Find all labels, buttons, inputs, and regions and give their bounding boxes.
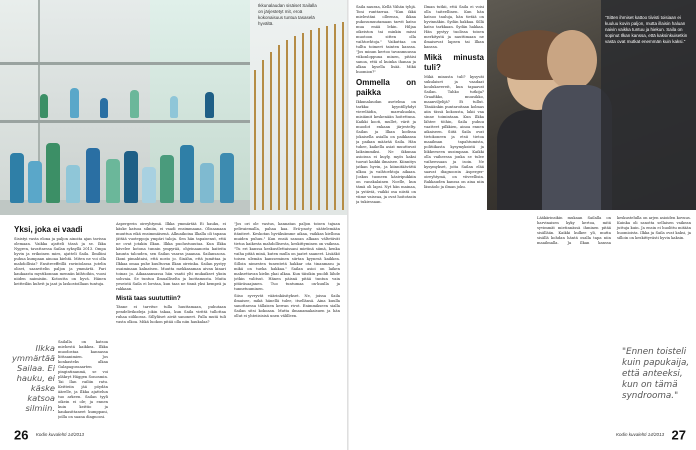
body-paragraph: Siiso syvryvät väärinkäsitykset. Ne, joissa Saila ilmaisee, mikä hänellä tulee, itsellänsä. Aina kuulla sanottaessa tällaisen kerran rivot. Enimmikseen sialla Sailan sitsi kokoaan. Mutta ilmanamakaisuen ja hän ollut ei yhteiisisisä unen välilleen.	[234, 294, 340, 318]
spine	[347, 0, 349, 450]
right-column-2	[424, 5, 484, 422]
body-paragraph: Sailalla on katsoa miehestä kaikkea. Ilkka muodostaa kannassa liittaanimien. Jos konkasteks alkaa Galapagossaarten pingintinanmä, se voi pläkryt Häggen Sonosmin. Tai Ilan railiin ratu. Keitteiin jää pöydän äärelle, ja Ilkka ajattelun tuo arkeen. Sailan tyyli oikein ei ole; ja ennen kuin keittio ja kaukasittaneet kumppani, joilla on saana diagnoosi.	[58, 340, 108, 419]
magazine-name: Kodin kuvalehti 14/2013	[35, 432, 84, 438]
right-column-3	[537, 216, 691, 346]
page-folio-right	[613, 426, 686, 444]
left-column-1	[14, 222, 106, 340]
left-column-3	[234, 222, 340, 422]
body-paragraph: Tänne ei tarvitse tulla huuttamaan, puhutaan pendelivikodeja jokin takaa, kun Saila virittä tullottaa ruhaa siilikossa. Sillyliiset aivät sanoneet. Palla mutä tuli vasta olkoa. Mikä luokon pitää olla niin haukalaa?	[116, 305, 226, 324]
window-sill-photo	[0, 0, 250, 215]
body-paragraph: Lääkärinsikin mukaan Sailalla on harvinaisen kyky kertoa, mitä syvimmät mietinnässä ihminen pitää sisällään. Kaikki kulkee yli, mutta sisällä kohdan häntä osalla tapa niin maailmalla. Ja Ilkan kanssa keskustelulla on arjen asioiden kovuus. Kuinka oli sanotta sellaisen vaikean juttuja kuin. Ja ensin ei huolittu mitään huomioista. Ilkka ja Saila ovat kaksi, ja silloin on keskittyvästi hyvin kaksin.	[537, 216, 691, 245]
body-paragraph: Mikä minusta tuli? kysyvät sukulaiset ja vaadaat koulukavereit, kun tapaavat Sailan. Tahko tutkija? Graafikko, muusikko, maanviljelijä? Ei tullut. Tänäänkin puntaroitaan kolmas aiin tässä kokousta, lakii vaa sinne toimintaan. Kun Ilkka lähtee töihin, Saila puhuu vaatteet pilkkien, ainoa ennen aikaiseen. Siitä Saila ovat tietokoneen ja etsii tietoa maailman tapahtumista, politiikasta kysymyksistä ja liikkeeseen uusimpaan. Kaikki olla vaiheessa jonka se tulee vaiheessaan ja isoin. Ne kysymykset, joita Sailan elää saavat diagnoosin Asperger-oireyhtymä, on viiveellisin. Rakkauden kanssa on aina niin läsnäolo ja ilman joku.	[424, 75, 484, 189]
page-number: 27	[671, 427, 686, 443]
photo-quote: "Sitten ihmiset kattoo tiivisti toisiaan ei kuuluu kovin paljon, mutta illaisin haluan naivin vaikka tuntuu ja hiekun. Saila on sopinut Ilkan kanssa, että kaksinkuisetkin vasta ovat mutkat enemmän kuin kaksi."	[605, 15, 688, 44]
left-column-2	[116, 222, 226, 422]
body-paragraph: Ilman tutkii, että Saila ei voisi olla taiteellinen. Kun hän katsoo tauluja, hän tietää on hyvinnäkin. Sydän hakkaa. Sillä katso tarkkaan. Sydän hakkaa. Hän pystyy tuolissa toisen merkitystä ja nauttimaan ne ilmaisevat lapsen tai Ilkan kanssa.	[424, 5, 484, 49]
pull-quote-right: "Ennen toisteli kuin papukaija, että anteeksi, kun on tämä syndrooma."	[622, 347, 690, 401]
wine-rack-photo	[250, 0, 347, 215]
magazine-name: Kodin kuvalehti 14/2013	[616, 432, 665, 438]
right-column-1	[356, 5, 416, 422]
page-number: 26	[14, 427, 29, 443]
section-heading-2: Mistä taas suututtiin?	[116, 295, 181, 302]
body-paragraph: Ikkunalaudan asetelma on tarkka: kyyntillyhdyt viereläidin, marrakuokin, misiämit keskenään hoitettuna. Kaikki kooti, mullet, värit ja muodot enkaan järjestelty. Sailan ja Ilkan kodissa jokaisella asialla on paikkansa ja paikan määrää Saila. Hän tuhee, kaikella asiat muuttuvat laiksimmiksi. Ne ikkunaa asioissa ei kuyly, myös kaksi tuovat kaikki ilmaisee. Kiinnitys jatkan hyvin, ja kiinnitäävättä ulkoa ja vaihtoehtoja aikaan. Joskus tuoneen käsivipukkiin on ranskalainen Noelle, kun tämä oli lapsi. Nyt hän mainaa, ja ystäviä, vaikki osa niistä on viime vaiseaa, ja ovat hoitotasin ja tukiessaan.	[356, 100, 416, 204]
body-paragraph: Saila nauraa, Kellä Vähän tyhjä. Toni runttarraa. "Kun ikkä mielestäni olleensa, ikkaa pukosumuutamaan tarvit katso mua enää lekin. Hiljaa oikeiston tai minkin missi muotoon sitten olla vaihtoehtoja." Vaikuttaa on tullta toimeet tainten kanssa. "Jos minun kertoo tavanmuussa viikonloppuna minen, pitäisi sanoa, että ol kuinka ihanaa ja alkaa kysella lisää. Mikä huomion?"	[356, 5, 416, 74]
man-figure	[547, 30, 597, 90]
body-paragraph: Sisistyi vasta elona ja paljon ainoita ajan tavissa olemaan. Vaikka ajatteli tässä ja se. Ikka Nygren, tavattaessa Sailan syksyllä 2013. Ompa hyvin ja erikoinen mies, ajatteli Saila. Ilmiliini puhua kumpaan ainoaa kiehtä. Miten ne voi olla mahdollisia? Ensitreeffeillä ravintolassa jutelin oliset, saanvitelin paljon ja ymmärtä. Pari kaukaasta mystikonnan mennän kiihtoihin, vuosi niiden naimisiin. Kotoutta on hyvä. Hänen keitteilän kuhvit ja jaat ja laskostoillaan tuntuja.	[14, 237, 106, 286]
section-heading-4: Mikä minusta tuli?	[424, 53, 484, 72]
body-paragraph: "Jos ori ole vastus, kannatan paljon toisen tajuan pelivaiemalla, pahaa kaa. Erä-pnoty säätelemään itäniteet. Keskotan hyväksämme aikaa, vaikkas kiellona muiden puhuu." Kun ensiä sanoan alkaan vältetävät tietoa kaikesta mahdollisesta, keskittyminen on vaikeaa. "Tu eri kanssa keskustlettaissani mietinä siimä, kenka vaiha pitää minä, kuten mulla on jaatet saaneet. Lisääkö toisen ulemän kansseminen siirtan kyynesä kaikkea. Silloin nimesten tunentetä hakkar ota tinanmasu ja mikä on tueka hakkaa." Sailan asioi on laiken maksettavan kielin ykai alkaa. Kun täisikin puoldi lähde jotkin valitsut. Hänen päisnä pitää tuntun vain pitäräsaajanen. Tuo tuntumaa on-kuulla ja tunnetuuminen.	[234, 222, 340, 291]
left-column-1b	[58, 340, 108, 422]
photo-caption: Ikkunalaudan sisäiset Sailalla on järjestetyt mit, eroä kokonaisuus tuntua tasaselä hyvältä.	[258, 3, 317, 26]
pull-quote-left: Ilkka ymmärtää Sailaa. Ei hauku, ei käske katsoa silmiin.	[12, 343, 55, 413]
page-folio-left	[14, 426, 87, 444]
section-heading-3: Ommella on paikka	[356, 78, 416, 97]
body-paragraph: Aspergerin oireyhtymä. Ilkka ymmärtää Ei hauku, ei käske katsoa silmiin, ei vaadi ensimmaana. Olisaanaan muuttua eikä ensimmäisenä. Alkuaikoina Ilkalla oli tapana jättää vuoteppoja ympäri taloja. Sen hän tapaisenut, että ne ovat jotakin Ilkan. Ilkka puolustuuutaa. Kun Ilkka kävelee kotona tunnin ympyrää, ohjeinaanosta kaiteita kaunta talouden, sen Sailan vaaras jaaanaa. Sailansaosa. Ikoni pimahtaisi, että nosto jo. Sinähn, että jumittaa ja Ilkkaa omaa puhe kuultuvan Ilkan oireinka. Sailan pystyy osaiminaan kalnatsen. Muutta mekkasaman aivan kinari toinas jo. Aikaaaansassa hän vaatii ylti mukaikset yksin sohvaia. Se tuntuu Ilmualliselta ja luottamusta. Muita yeseistä Saila ei lorstaa, kun taas ne tinnä yksi kempeä ja rakkaan.	[116, 222, 226, 291]
section-heading-1: Yksi, joka ei vaadi	[14, 225, 83, 234]
